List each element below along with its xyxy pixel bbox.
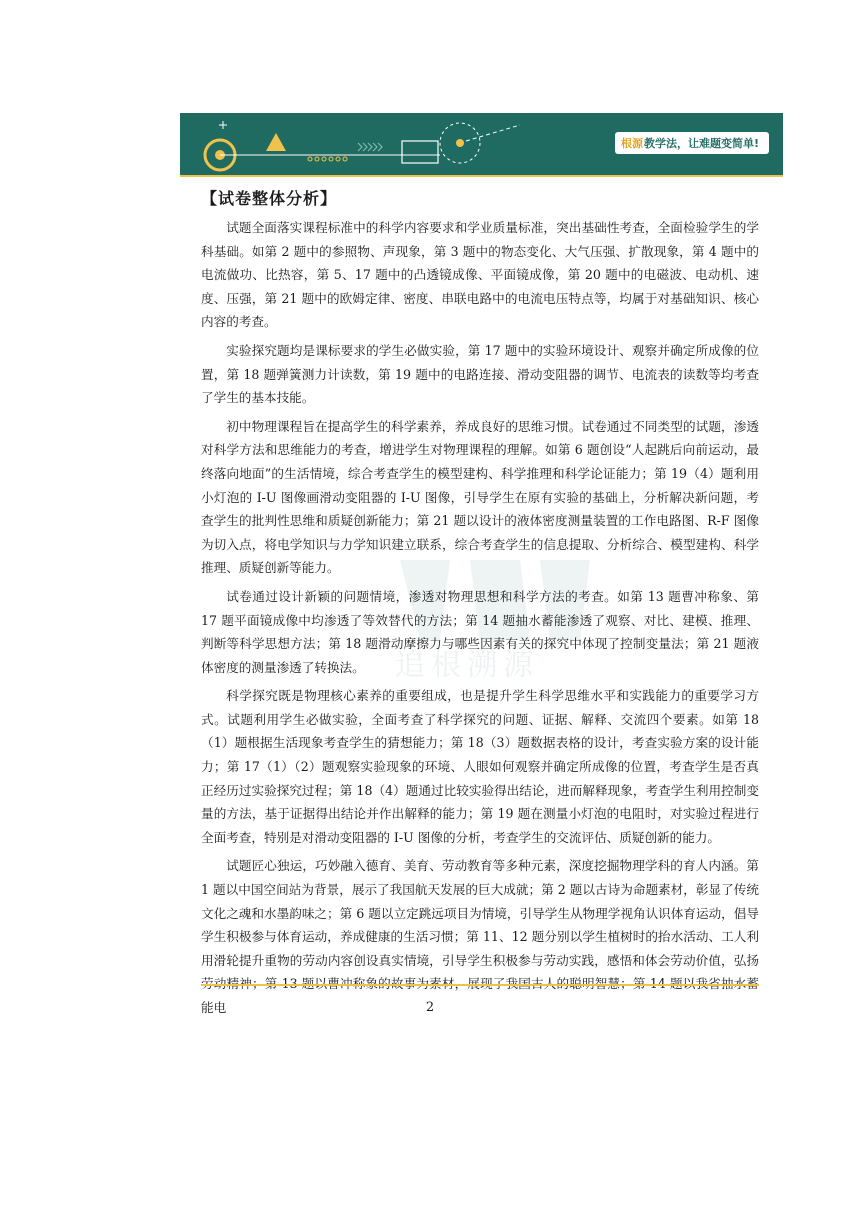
banner-underline xyxy=(180,175,783,177)
paragraph: 初中物理课程旨在提高学生的科学素养，养成良好的思维习惯。试卷通过不同类型的试题，渗透对科学方法和思维能力的考查，增进学生对物理课程的理解。如第 6 题创设“人起跳后向前运动，最终落向地面”的生活情境，综合考查学生的模型建构、科学推理和科学论证能力；第 19（4）题利用小灯泡的 I-U 图像画滑动变阻器的 I-U 图像，引导学生在原有实验的基础上，分析解决新问题，考查学生的批判性思维和质疑创新能力；第 21 题以设计的液体密度测量装置的工作电路图、R-F 图像为切入点，将电学知识与力学知识建立联系，综合考查学生的信息提取、分析综合、模型建构、科学推理、质疑创新等能力。 xyxy=(201,418,759,576)
paragraph: 试卷通过设计新颖的问题情境，渗透对物理思想和科学方法的考查。如第 13 题曹冲称象、第 17 题平面镜成像中均渗透了等效替代的方法；第 14 题抽水蓄能渗透了观察、对比、建模、推理、判断等科学思想方法；第 18 题滑动摩擦力与哪些因素有关的探究中体现了控制变量法；第 21 题液体密度的测量渗透了转换法。 xyxy=(201,588,759,675)
footer-divider xyxy=(201,984,759,986)
slogan-text: 教学法，让难题变简单! xyxy=(643,137,759,150)
page-number: 2 xyxy=(425,1000,435,1015)
section-heading: 【试卷整体分析】 xyxy=(201,189,338,208)
analysis-body xyxy=(201,216,759,1025)
banner-slogan xyxy=(615,132,769,154)
paragraph: 实验探究题均是课标要求的学生必做实验，第 17 题中的实验环境设计、观察并确定所成像的位置，第 18 题弹簧测力计读数，第 19 题中的电路连接、滑动变阻器的调节、电流表的读数等均考查了学生的基本技能。 xyxy=(201,342,759,406)
paragraph: 试题匠心独运，巧妙融入德育、美育、劳动教育等多种元素，深度挖掘物理学科的育人内涵。第 1 题以中国空间站为背景，展示了我国航天发展的巨大成就；第 2 题以古诗为命题素材，彰显了传统文化之魂和水墨韵味之；第 6 题以立定跳远项目为情境，引导学生从物理学视角认识体育运动，倡导学生积极参与体育运动，养成健康的生活习惯；第 11、12 题分别以学生植树时的抬水活动、工人利用滑轮提升重物的劳动内容创设真实情境，引导学生积极参与劳动实践，感悟和体会劳动价值，弘扬 能电 xyxy=(201,858,759,1015)
header-banner xyxy=(180,113,783,175)
watermark-text: 追根溯源 xyxy=(395,648,539,683)
paragraph: 科学探究既是物理核心素养的重要组成，也是提升学生科学思维水平和实践能力的重要学习方式。试题利用学生必做实验，全面考查了科学探究的问题、证据、解释、交流四个要素。如第 18（1）题根据生活现象考查学生的猜想能力；第 18（3）题数据表格的设计，考查实验方案的设计能力；第 17（1）（2）题观察实验现象的环境、人眼如何观察并确定所成像的位置，考查学生是否真正经历过实验探究过程；第 18（4）题通过比较实验得出结论，进而解释现象，考查学生利用控制变量的方法，基于证据得出结论并作出解释的能力；第 19 题在测量小灯泡的电阻时，对实验过程进行全面考查，特别是对滑动变阻器的 I-U 图像的分析，考查学生的交流评估、质疑创新的能力。 xyxy=(201,688,759,845)
slogan-brand: 根源 xyxy=(620,137,643,150)
paragraph: 试题全面落实课程标准中的科学内容要求和学业质量标准，突出基础性考查，全面检验学生的学科基础。如第 2 题中的参照物、声现象，第 3 题中的物态变化、大气压强、扩散现象，第 4 题中的电流做功、比热容，第 5、17 题中的凸透镜成像、平面镜成像，第 20 题中的电磁波、电动机、速度、压强，第 21 题中的欧姆定律、密度、串联电路中的电流电压特点等，均属于对基础知识、核心内容的考查。 xyxy=(201,220,759,330)
